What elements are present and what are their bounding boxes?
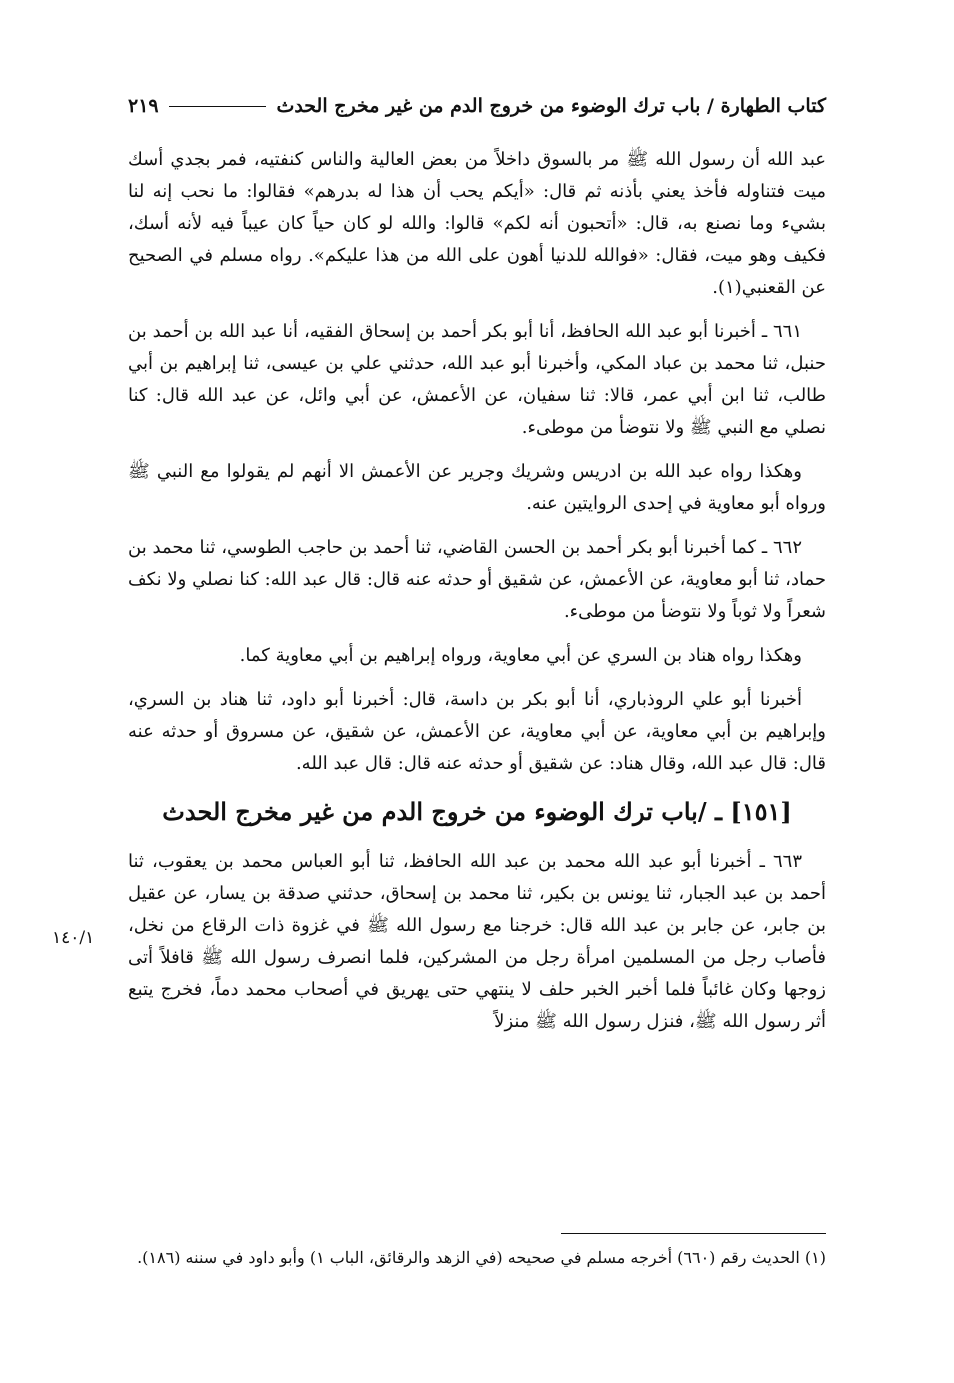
paragraph: وهكذا رواه عبد الله بن ادريس وشريك وجرير عن الأعمش الا أنهم لم يقولوا مع النبي ﷺ ورواه أبو معاوية في إحدى الروايتين عنه.	[128, 461, 826, 514]
paragraph: ٦٦٣ ـ أخبرنا أبو عبد الله محمد بن عبد الله الحافظ، ثنا أبو العباس محمد بن يعقوب، ثنا أحمد بن عبد الجبار، ثنا يونس بن بكير، ثنا محمد بن إسحاق، حدثني صدقة بن يسار، عن عقيل بن جابر، عن جابر بن عبد الله قال: خرجنا مع رسول الله ﷺ في غزوة ذات الرقاع من نخل، فأصاب رجل من المسلمين امرأة رجل من المشركين، فلما انصرف رسول الله ﷺ قافلاً أتى زوجها وكان غائباً فلما أخبر الخبر حلف لا ينتهي حتى يهريق في أصحاب محمد دماً، فخرج يتبع أثر رسول الله ﷺ، فنزل رسول الله ﷺ منزلاً	[128, 851, 826, 1032]
paragraph: ٦٦١ ـ أخبرنا أبو عبد الله الحافظ، أنا أبو بكر أحمد بن إسحاق الفقيه، أنا عبد الله بن أحمد بن حنبل، ثنا محمد بن عباد المكي، وأخبرنا أبو عبد الله، حدثني علي بن عيسى، ثنا إبراهيم بن أبي طالب، ثنا ابن أبي عمر، قالا: ثنا سفيان، عن الأعمش، عن أبي وائل، عن عبد الله قال: كنا نصلي مع النبي ﷺ ولا نتوضأ من موطىء.	[128, 321, 826, 438]
paragraph: ٦٦٢ ـ كما أخبرنا أبو بكر أحمد بن الحسن القاضي، ثنا أحمد بن حاجب الطوسي، ثنا محمد بن حماد، ثنا أبو معاوية، عن الأعمش، عن شقيق أو حدثه عنه قال: قال عبد الله: كنا نصلي ولا نكف شعراً ولا ثوباً ولا نتوضأ من موطىء.	[128, 537, 826, 622]
footnote-divider	[561, 1233, 826, 1234]
paragraph: عبد الله أن رسول الله ﷺ مر بالسوق داخلاً من بعض العالية والناس كنفتيه، فمر بجدي أسك ميت فتناوله فأخذ يعني بأذنه ثم قال: «أيكم يحب أن هذا له بدرهم» فقالوا: ما نحب إنه لنا بشيء وما نصنع به، قال: «أتحبون أنه لكم» قالوا: والله لو كان حياً كان عيباً فيه لأنه أسك، فكيف وهو ميت، فقال: «فوالله للدنيا أهون على الله من هذا عليكم». رواه مسلم في الصحيح عن القعنبي(١).	[128, 149, 826, 298]
chapter-heading: [١٥١] ـ /باب ترك الوضوء من خروج الدم من غير مخرج الحدث	[162, 797, 792, 826]
paragraph: وهكذا رواه هناد بن السري عن أبي معاوية، ورواه إبراهيم بن أبي معاوية كما.	[239, 645, 802, 666]
footnote: (١) الحديث رقم (٦٦٠) أخرجه مسلم في صحيحه (في الزهد والرقائق، الباب ١) وأبو داود في سننه (١٨٦).	[137, 1248, 826, 1267]
paragraph: أخبرنا أبو علي الروذباري، أنا أبو بكر بن داسة، قال: أخبرنا أبو داود، ثنا هناد بن السري، وإبراهيم بن أبي معاوية، عن أبي معاوية، عن الأعمش، عن شقيق، عن مسروق أو حدثه عنه قال: قال عبد الله، وقال هناد: عن شقيق أو حدثه عنه قال: قال عبد الله.	[128, 689, 826, 774]
running-header	[128, 90, 826, 122]
page-number: ٢١٩	[128, 95, 159, 117]
main-text	[128, 144, 826, 1050]
header-title: كتاب الطهارة / باب ترك الوضوء من خروج الدم من غير مخرج الحدث	[276, 95, 826, 117]
header-rule	[169, 106, 267, 107]
margin-reference: ١٤٠/١	[52, 928, 95, 948]
